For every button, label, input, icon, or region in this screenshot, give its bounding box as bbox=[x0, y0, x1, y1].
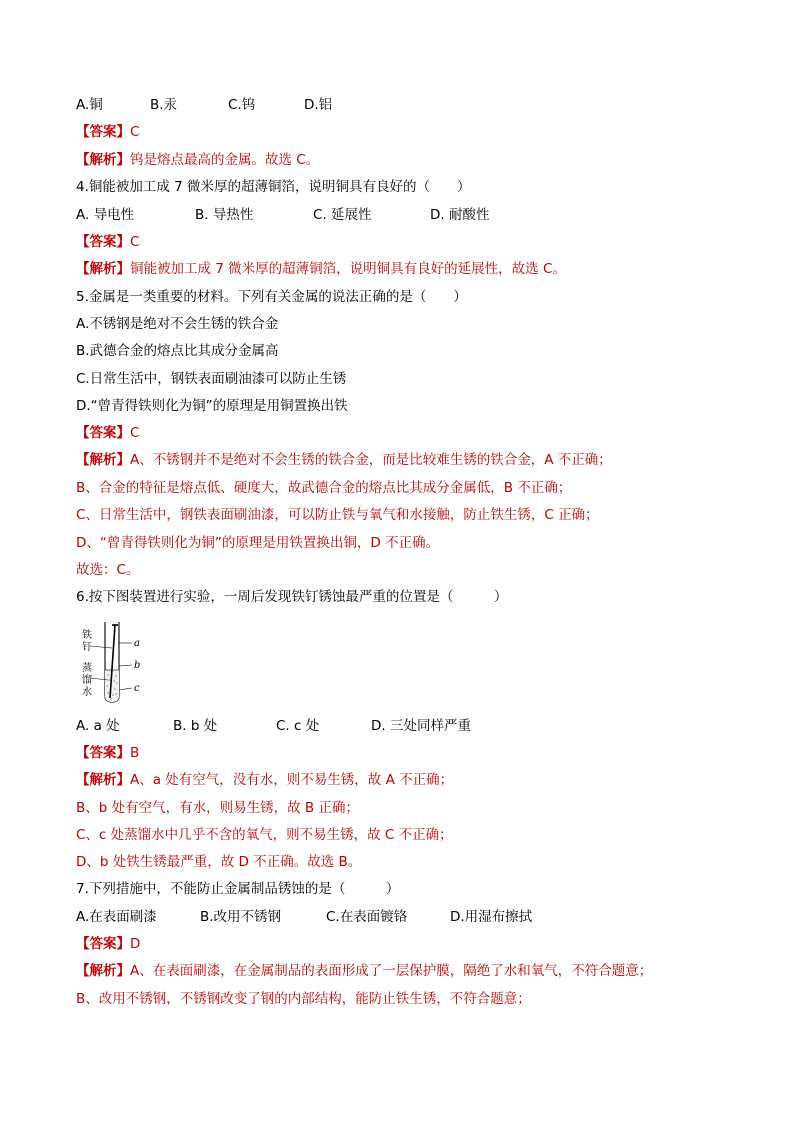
q6-analysis-1 bbox=[76, 771, 453, 789]
water-label-char: 馏 bbox=[82, 675, 92, 686]
q7-answer bbox=[76, 935, 140, 953]
q6-option-c: C. c 处 bbox=[276, 718, 320, 734]
q6-stem: 6.按下图装置进行实验，一周后发现铁钉锈蚀最严重的位置是（ ） bbox=[76, 589, 508, 605]
pos-b-label: b bbox=[134, 660, 141, 671]
q4-option-d: D. 耐酸性 bbox=[430, 207, 490, 223]
answer-tag: 【答案】 bbox=[76, 425, 130, 441]
water-label bbox=[82, 661, 92, 698]
q7-option-b: B.改用不锈钢 bbox=[200, 909, 282, 925]
pos-b-tick bbox=[119, 665, 132, 666]
analysis-text: A、在表面刷漆，在金属制品的表面形成了一层保护膜，隔绝了水和氧气，不符合题意； bbox=[130, 963, 653, 979]
nail-leader bbox=[90, 646, 112, 648]
q5-option-a: A.不锈钢是绝对不会生锈的铁合金 bbox=[76, 316, 279, 332]
answer-tag: 【答案】 bbox=[76, 124, 130, 140]
q6-analysis-3: C、c 处蒸馏水中几乎不含的氧气，则不易生锈，故 C 不正确； bbox=[76, 827, 453, 843]
answer-value: C bbox=[130, 234, 140, 250]
answer-value: B bbox=[130, 745, 140, 761]
q6-analysis-4: D、b 处铁生锈最严重，故 D 不正确。故选 B。 bbox=[76, 854, 362, 870]
analysis-text: A、a 处有空气，没有水，则不易生锈，故 A 不正确； bbox=[130, 772, 454, 788]
q7-stem: 7.下列措施中，不能防止金属制品锈蚀的是（ ） bbox=[76, 881, 400, 897]
q6-option-a: A. a 处 bbox=[76, 718, 120, 734]
nail-label-char: 铁 bbox=[82, 630, 92, 641]
analysis-text: A、不锈钢并不是绝对不会生锈的铁合金，而是比较难生锈的铁合金，A 不正确； bbox=[130, 452, 612, 468]
q6-option-d: D. 三处同样严重 bbox=[371, 718, 471, 734]
q3-option-c: C.钨 bbox=[228, 97, 256, 113]
answer-tag: 【答案】 bbox=[76, 745, 130, 761]
q6-option-b: B. b 处 bbox=[173, 718, 218, 734]
q4-option-b: B. 导热性 bbox=[195, 207, 254, 223]
analysis-tag: 【解析】 bbox=[76, 452, 130, 468]
q3-analysis bbox=[76, 151, 319, 169]
q5-analysis-5: 故选：C。 bbox=[76, 562, 140, 578]
q7-option-d: D.用湿布擦拭 bbox=[450, 909, 533, 925]
q5-analysis-4: D、“曾青得铁则化为铜”的原理是用铁置换出铜，D 不正确。 bbox=[76, 535, 440, 551]
q4-answer bbox=[76, 233, 139, 251]
q3-option-a: A.铜 bbox=[76, 97, 103, 113]
q5-stem: 5.金属是一类重要的材料。下列有关金属的说法正确的是（ ） bbox=[76, 289, 467, 305]
analysis-tag: 【解析】 bbox=[76, 963, 130, 979]
water-label-char: 水 bbox=[82, 687, 92, 698]
q4-options bbox=[76, 206, 489, 224]
q5-option-d: D.“曾青得铁则化为铜”的原理是用铜置换出铁 bbox=[76, 398, 348, 414]
q5-analysis-2: B、合金的特征是熔点低、硬度大，故武德合金的熔点比其成分金属低，B 不正确； bbox=[76, 480, 572, 496]
q7-analysis-2: B、改用不锈钢，不锈钢改变了钢的内部结构，能防止铁生锈，不符合题意； bbox=[76, 991, 531, 1007]
q5-answer bbox=[76, 424, 139, 442]
q3-options bbox=[76, 96, 332, 114]
q7-option-c: C.在表面镀铬 bbox=[326, 909, 408, 925]
q5-option-b: B.武德合金的熔点比其成分金属高 bbox=[76, 343, 279, 359]
pos-a-label: a bbox=[134, 638, 140, 649]
q7-option-a: A.在表面刷漆 bbox=[76, 909, 157, 925]
q5-option-c: C.日常生活中，钢铁表面刷油漆可以防止生锈 bbox=[76, 371, 347, 387]
analysis-text: 钨是熔点最高的金属。故选 C。 bbox=[130, 152, 320, 168]
q5-analysis-1 bbox=[76, 451, 612, 469]
water-label-char: 蒸 bbox=[82, 663, 92, 674]
answer-value: C bbox=[130, 425, 140, 441]
answer-value: D bbox=[130, 936, 141, 952]
q4-option-c: C. 延展性 bbox=[313, 207, 372, 223]
q3-option-b: B.汞 bbox=[150, 97, 178, 113]
q6-analysis-2: B、b 处有空气，有水，则易生锈，故 B 正确； bbox=[76, 800, 359, 816]
answer-value: C bbox=[130, 124, 140, 140]
analysis-text: 铜能被加工成 7 微米厚的超薄铜箔，说明铜具有良好的延展性，故选 C。 bbox=[130, 261, 566, 277]
q4-stem: 4.铜能被加工成 7 微米厚的超薄铜箔，说明铜具有良好的（ ） bbox=[76, 179, 471, 195]
q3-option-d: D.铝 bbox=[304, 97, 333, 113]
answer-tag: 【答案】 bbox=[76, 234, 130, 250]
q3-answer bbox=[76, 123, 139, 141]
pos-c-label: c bbox=[134, 683, 140, 694]
q4-analysis bbox=[76, 260, 566, 278]
q6-answer bbox=[76, 744, 139, 762]
analysis-tag: 【解析】 bbox=[76, 261, 130, 277]
nail-label bbox=[82, 628, 92, 653]
nail-label-char: 钉 bbox=[82, 642, 92, 653]
pos-c-tick bbox=[119, 688, 132, 690]
analysis-tag: 【解析】 bbox=[76, 152, 130, 168]
answer-tag: 【答案】 bbox=[76, 936, 130, 952]
analysis-tag: 【解析】 bbox=[76, 772, 130, 788]
q6-options bbox=[76, 717, 471, 735]
q7-options bbox=[76, 908, 532, 926]
q7-analysis-1 bbox=[76, 962, 652, 980]
q5-analysis-3: C、日常生活中，钢铁表面刷油漆，可以防止铁与氧气和水接触，防止铁生锈，C 正确； bbox=[76, 507, 599, 523]
test-tube-figure bbox=[78, 618, 150, 704]
q4-option-a: A. 导电性 bbox=[76, 207, 135, 223]
